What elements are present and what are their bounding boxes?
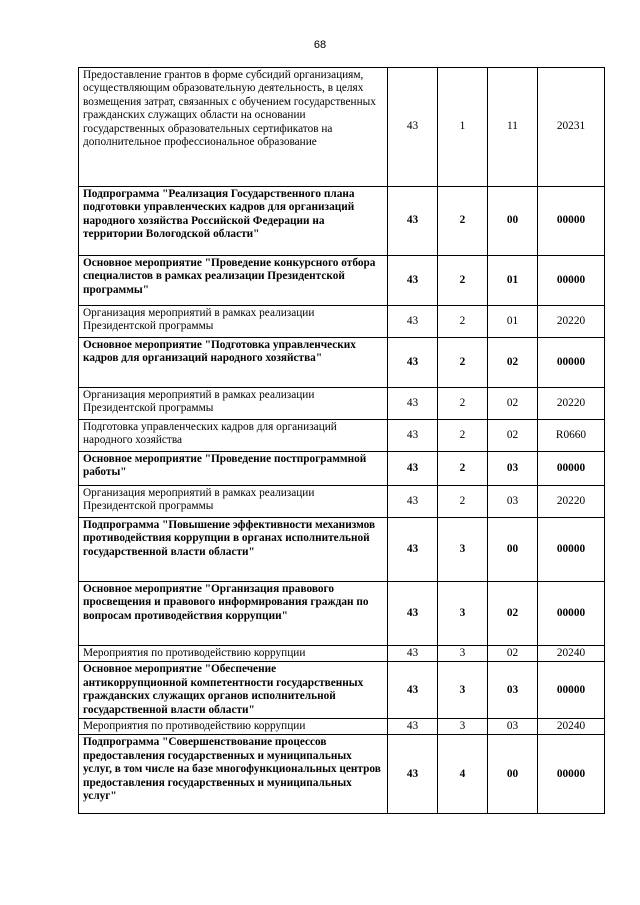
row-name-cell: Основное мероприятие "Подготовка управленческих кадров для организаций народного хозяйства" bbox=[79, 338, 388, 388]
row-code-cell: 43 bbox=[388, 388, 438, 420]
table-row bbox=[79, 518, 605, 582]
row-code-cell: R0660 bbox=[538, 420, 605, 452]
table-row bbox=[79, 662, 605, 719]
row-code-cell: 43 bbox=[388, 306, 438, 338]
row-code-cell: 43 bbox=[388, 646, 438, 662]
table-row bbox=[79, 187, 605, 256]
row-code-cell: 00 bbox=[488, 518, 538, 582]
row-code-cell: 3 bbox=[438, 518, 488, 582]
table-row bbox=[79, 735, 605, 814]
row-code-cell: 02 bbox=[488, 420, 538, 452]
row-code-cell: 00 bbox=[488, 735, 538, 814]
row-code-cell: 00000 bbox=[538, 452, 605, 486]
table-row bbox=[79, 420, 605, 452]
row-code-cell: 3 bbox=[438, 646, 488, 662]
row-code-cell: 20220 bbox=[538, 306, 605, 338]
row-code-cell: 02 bbox=[488, 388, 538, 420]
row-name-cell: Подпрограмма "Реализация Государственного плана подготовки управленческих кадров для организаций народного хозяйства Российской Федерации на территории Вологодской области" bbox=[79, 187, 388, 256]
table-row bbox=[79, 338, 605, 388]
row-code-cell: 43 bbox=[388, 735, 438, 814]
row-name-cell: Предоставление грантов в форме субсидий организациям, осуществляющим образовательную деятельность, в целях возмещения затрат, связанных с обучением государственных гражданских служащих области на основании государственных образовательных сертификатов на дополнительное профессиональное образование bbox=[79, 68, 388, 187]
row-code-cell: 02 bbox=[488, 646, 538, 662]
row-code-cell: 01 bbox=[488, 256, 538, 306]
row-code-cell: 00000 bbox=[538, 338, 605, 388]
row-name-cell: Подпрограмма "Совершенствование процессов предоставления государственных и муниципальных услуг, в том числе на базе многофункциональных центров предоставления государственных и муниципальных услуг" bbox=[79, 735, 388, 814]
row-code-cell: 43 bbox=[388, 338, 438, 388]
row-code-cell: 20220 bbox=[538, 486, 605, 518]
row-code-cell: 2 bbox=[438, 306, 488, 338]
row-name-cell: Организация мероприятий в рамках реализации Президентской программы bbox=[79, 388, 388, 420]
table-row bbox=[79, 388, 605, 420]
row-code-cell: 1 bbox=[438, 68, 488, 187]
row-code-cell: 2 bbox=[438, 338, 488, 388]
row-name-cell: Основное мероприятие "Организация правового просвещения и правового информирования граждан по вопросам противодействия коррупции" bbox=[79, 582, 388, 646]
row-name-cell: Подпрограмма "Повышение эффективности механизмов противодействия коррупции в органах исполнительной государственной власти области" bbox=[79, 518, 388, 582]
row-name-cell: Основное мероприятие "Проведение конкурсного отбора специалистов в рамках реализации Президентской программы" bbox=[79, 256, 388, 306]
budget-classification-table bbox=[78, 67, 605, 814]
row-code-cell: 43 bbox=[388, 256, 438, 306]
row-code-cell: 43 bbox=[388, 486, 438, 518]
row-code-cell: 3 bbox=[438, 662, 488, 719]
row-code-cell: 43 bbox=[388, 452, 438, 486]
table-row bbox=[79, 582, 605, 646]
row-code-cell: 43 bbox=[388, 719, 438, 735]
row-code-cell: 02 bbox=[488, 582, 538, 646]
row-code-cell: 00000 bbox=[538, 582, 605, 646]
row-code-cell: 4 bbox=[438, 735, 488, 814]
row-name-cell: Основное мероприятие "Проведение постпрограммной работы" bbox=[79, 452, 388, 486]
row-code-cell: 43 bbox=[388, 187, 438, 256]
row-code-cell: 03 bbox=[488, 719, 538, 735]
row-code-cell: 00000 bbox=[538, 735, 605, 814]
row-code-cell: 2 bbox=[438, 486, 488, 518]
row-code-cell: 43 bbox=[388, 582, 438, 646]
table-row bbox=[79, 68, 605, 187]
row-name-cell: Организация мероприятий в рамках реализации Президентской программы bbox=[79, 306, 388, 338]
row-code-cell: 00000 bbox=[538, 256, 605, 306]
row-code-cell: 43 bbox=[388, 518, 438, 582]
row-code-cell: 3 bbox=[438, 582, 488, 646]
row-code-cell: 2 bbox=[438, 256, 488, 306]
row-code-cell: 00000 bbox=[538, 187, 605, 256]
table-row bbox=[79, 256, 605, 306]
row-code-cell: 2 bbox=[438, 388, 488, 420]
row-code-cell: 00 bbox=[488, 187, 538, 256]
row-code-cell: 43 bbox=[388, 420, 438, 452]
row-code-cell: 3 bbox=[438, 719, 488, 735]
table-row bbox=[79, 646, 605, 662]
page-number: 68 bbox=[313, 39, 327, 51]
row-code-cell: 20240 bbox=[538, 646, 605, 662]
row-name-cell: Мероприятия по противодействию коррупции bbox=[79, 646, 388, 662]
row-code-cell: 03 bbox=[488, 486, 538, 518]
row-code-cell: 20240 bbox=[538, 719, 605, 735]
row-name-cell: Организация мероприятий в рамках реализации Президентской программы bbox=[79, 486, 388, 518]
row-name-cell: Основное мероприятие "Обеспечение антикоррупционной компетентности государственных гражданских служащих органов исполнительной государственной власти области" bbox=[79, 662, 388, 719]
table-row bbox=[79, 452, 605, 486]
row-code-cell: 43 bbox=[388, 68, 438, 187]
table-row bbox=[79, 719, 605, 735]
row-code-cell: 20220 bbox=[538, 388, 605, 420]
table-row bbox=[79, 486, 605, 518]
row-code-cell: 01 bbox=[488, 306, 538, 338]
table-row bbox=[79, 306, 605, 338]
row-code-cell: 2 bbox=[438, 187, 488, 256]
row-name-cell: Мероприятия по противодействию коррупции bbox=[79, 719, 388, 735]
row-code-cell: 03 bbox=[488, 662, 538, 719]
row-name-cell: Подготовка управленческих кадров для организаций народного хозяйства bbox=[79, 420, 388, 452]
row-code-cell: 00000 bbox=[538, 518, 605, 582]
row-code-cell: 11 bbox=[488, 68, 538, 187]
row-code-cell: 43 bbox=[388, 662, 438, 719]
row-code-cell: 2 bbox=[438, 452, 488, 486]
row-code-cell: 03 bbox=[488, 452, 538, 486]
row-code-cell: 2 bbox=[438, 420, 488, 452]
row-code-cell: 02 bbox=[488, 338, 538, 388]
row-code-cell: 00000 bbox=[538, 662, 605, 719]
row-code-cell: 20231 bbox=[538, 68, 605, 187]
